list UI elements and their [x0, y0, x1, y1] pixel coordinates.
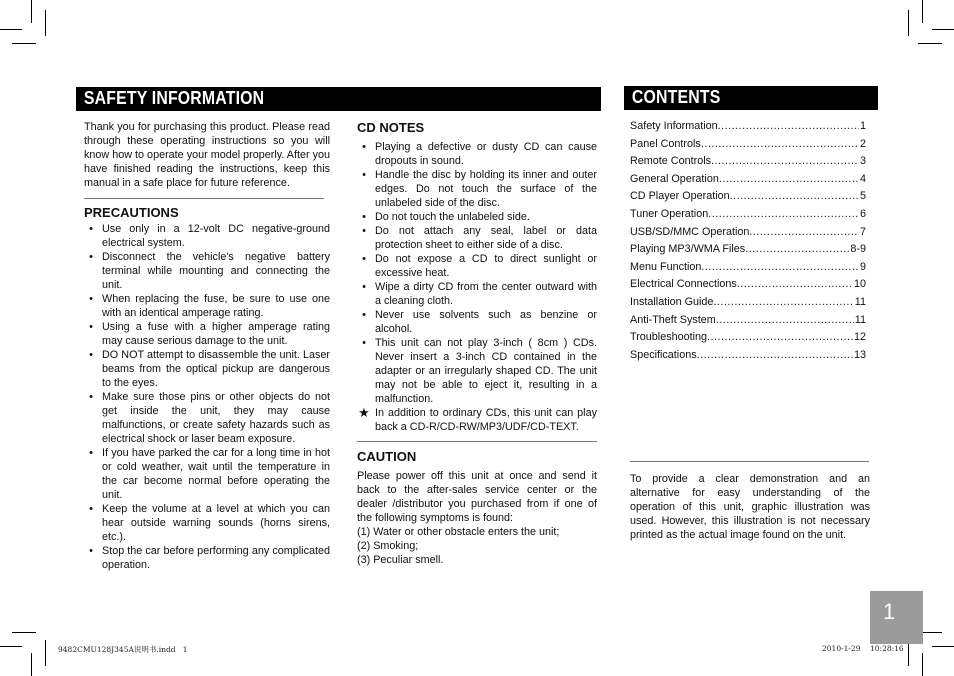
- intro-paragraph: Thank you for purchasing this product. Please read through these operating instructions so you will know how to operate your model properly. After you have finished reading the instructions, keep this manual in a safe place for future reference.: [84, 121, 330, 189]
- caution-line: (3) Peculiar smell.: [357, 554, 444, 566]
- crop-mark: [31, 0, 32, 23]
- section-divider: [84, 198, 324, 199]
- toc-leader: [711, 155, 859, 167]
- crop-mark: [908, 10, 909, 36]
- toc-entry[interactable]: Troubleshooting ..... 12: [630, 331, 866, 349]
- toc-entry[interactable]: Safety Information ..... 1: [630, 120, 866, 138]
- list-item: • Using a fuse with a higher amperage rating may cause serious damage to the unit.: [84, 320, 330, 348]
- bullet-icon: •: [362, 225, 366, 237]
- slug-filename: 9482CMU128J345A说明书.indd 1: [58, 645, 188, 654]
- safety-column: [84, 120, 330, 572]
- bullet-icon: •: [89, 545, 93, 557]
- precautions-list: [84, 222, 330, 572]
- toc-entry[interactable]: Tuner Operation ..... 6: [630, 208, 866, 226]
- bullet-icon: •: [89, 251, 93, 263]
- toc-leader: [718, 120, 859, 132]
- toc-leader: [730, 190, 859, 202]
- crop-mark: [12, 632, 36, 633]
- crop-mark: [922, 0, 923, 23]
- list-item: • DO NOT attempt to disassemble the unit. Laser beams from the optical pickup are dangerous to the eyes.: [84, 348, 330, 390]
- crop-mark: [45, 10, 46, 36]
- list-item: • Never use solvents such as benzine or alcohol.: [357, 308, 597, 336]
- caution-line: (2) Smoking;: [357, 540, 419, 552]
- list-item: • Use only in a 12-volt DC negative-ground electrical system.: [84, 222, 330, 250]
- toc-entry[interactable]: General Operation ..... 4: [630, 173, 866, 191]
- crop-mark: [922, 653, 923, 676]
- toc-entry[interactable]: CD Player Operation ..... 5: [630, 190, 866, 208]
- list-item: • Keep the volume at a level at which you can hear outside warning sounds (horns sirens, etc.).: [84, 502, 330, 544]
- list-item: • When replacing the fuse, be sure to use one with an identical amperage rating.: [84, 292, 330, 320]
- toc-entry[interactable]: Specifications ..... 13: [630, 349, 866, 367]
- crop-mark: [12, 43, 36, 44]
- bullet-icon: •: [362, 309, 366, 321]
- toc-entry[interactable]: Menu Function ..... 9: [630, 261, 866, 279]
- toc-leader: [701, 138, 859, 150]
- list-item: • This unit can not play 3-inch ( 8cm ) CDs. Never insert a 3-inch CD contained in the adapter or an irregularly shaped CD. The unit may not be able to eject it, resulting in a malfunction.: [357, 336, 597, 406]
- crop-mark: [45, 640, 46, 666]
- bullet-icon: •: [89, 447, 93, 459]
- toc-leader: [749, 226, 859, 238]
- cd-notes-column: [357, 120, 597, 567]
- toc-leader: [697, 349, 853, 361]
- bullet-icon: •: [89, 503, 93, 515]
- crop-mark: [0, 29, 22, 30]
- bullet-icon: •: [362, 337, 366, 349]
- list-item: • Disconnect the vehicle's negative battery terminal while mounting and connecting the unit.: [84, 250, 330, 292]
- bullet-icon: •: [89, 321, 93, 333]
- list-item: • Playing a defective or dusty CD can cause dropouts in sound.: [357, 140, 597, 168]
- safety-information-header: [76, 87, 601, 111]
- list-item: ★ In addition to ordinary CDs, this unit can play back a CD-R/CD-RW/MP3/UDF/CD-TEXT.: [358, 405, 597, 433]
- list-item: • Wipe a dirty CD from the center outward with a cleaning cloth.: [357, 280, 597, 308]
- toc-leader: [701, 261, 859, 273]
- bullet-icon: •: [89, 223, 93, 235]
- toc-entry[interactable]: Electrical Connections ..... 10: [630, 278, 866, 296]
- contents-header: [624, 86, 878, 110]
- toc-leader: [716, 314, 854, 326]
- crop-mark: [932, 646, 954, 647]
- toc-leader: [713, 296, 853, 308]
- list-item: • Do not expose a CD to direct sunlight or excessive heat.: [357, 252, 597, 280]
- toc-entry[interactable]: Remote Controls ..... 3: [630, 155, 866, 173]
- list-item: • If you have parked the car for a long time in hot or cold weather, wait until the temperature in the car become normal before operating the unit.: [84, 446, 330, 502]
- crop-mark: [0, 646, 22, 647]
- bullet-icon: •: [89, 391, 93, 403]
- toc-leader: [745, 243, 849, 255]
- crop-mark: [918, 43, 942, 44]
- bullet-icon: •: [362, 281, 366, 293]
- caution-title: CAUTION: [357, 449, 417, 464]
- bullet-icon: •: [89, 293, 93, 305]
- list-item: • Do not attach any seal, label or data protection sheet to either side of a disc.: [357, 224, 597, 252]
- list-item: • Do not touch the unlabeled side.: [357, 210, 597, 224]
- bullet-icon: •: [362, 211, 366, 223]
- bullet-icon: •: [362, 253, 366, 265]
- toc-entry[interactable]: Panel Controls ..... 2: [630, 138, 866, 156]
- crop-mark: [31, 653, 32, 676]
- contents-list: [630, 120, 866, 366]
- toc-leader: [737, 278, 853, 290]
- safety-information-title: SAFETY INFORMATION: [83, 88, 265, 108]
- page-number-box: [870, 591, 923, 644]
- list-item: • Stop the car before performing any complicated operation.: [84, 544, 330, 572]
- bullet-icon: •: [89, 349, 93, 361]
- precautions-title: PRECAUTIONS: [84, 205, 179, 220]
- slug-timestamp: 2010-1-29 10:28:16: [822, 644, 904, 653]
- contents-title: CONTENTS: [631, 87, 721, 107]
- crop-mark: [932, 29, 954, 30]
- toc-leader: [719, 173, 859, 185]
- toc-entry[interactable]: Playing MP3/WMA Files ..... 8-9: [630, 243, 866, 261]
- toc-leader: [707, 331, 853, 343]
- toc-entry[interactable]: Anti-Theft System ..... 11: [630, 314, 866, 332]
- cd-notes-list: [357, 140, 597, 434]
- toc-entry[interactable]: USB/SD/MMC Operation ..... 7: [630, 226, 866, 244]
- toc-leader: [708, 208, 859, 220]
- list-item: • Make sure those pins or other objects do not get inside the unit, they may cause malfunctions, or create safety hazards such as electrical shock or laser beam exposure.: [84, 390, 330, 446]
- section-divider: [630, 461, 869, 462]
- caution-line: (1) Water or other obstacle enters the unit;: [357, 526, 560, 538]
- star-icon: ★: [358, 405, 370, 420]
- illustration-note: To provide a clear demonstration and an alternative for easy understanding of the operation of this unit, graphic illustration was used. However, this illustration is not necessary printed as the actual image found on the unit.: [630, 473, 870, 541]
- section-divider: [357, 441, 597, 442]
- bullet-icon: •: [362, 169, 366, 181]
- page-number: 1: [883, 599, 896, 624]
- bullet-icon: •: [362, 141, 366, 153]
- list-item: • Handle the disc by holding its inner and outer edges. Do not touch the surface of the unlabeled side of the disc.: [357, 168, 597, 210]
- caution-paragraph: Please power off this unit at once and send it back to the after-sales service center or the dealer /distributor you purchased from if one of the following symptoms is found:: [357, 470, 597, 524]
- cd-notes-title: CD NOTES: [357, 120, 425, 135]
- toc-entry[interactable]: Installation Guide ..... 11: [630, 296, 866, 314]
